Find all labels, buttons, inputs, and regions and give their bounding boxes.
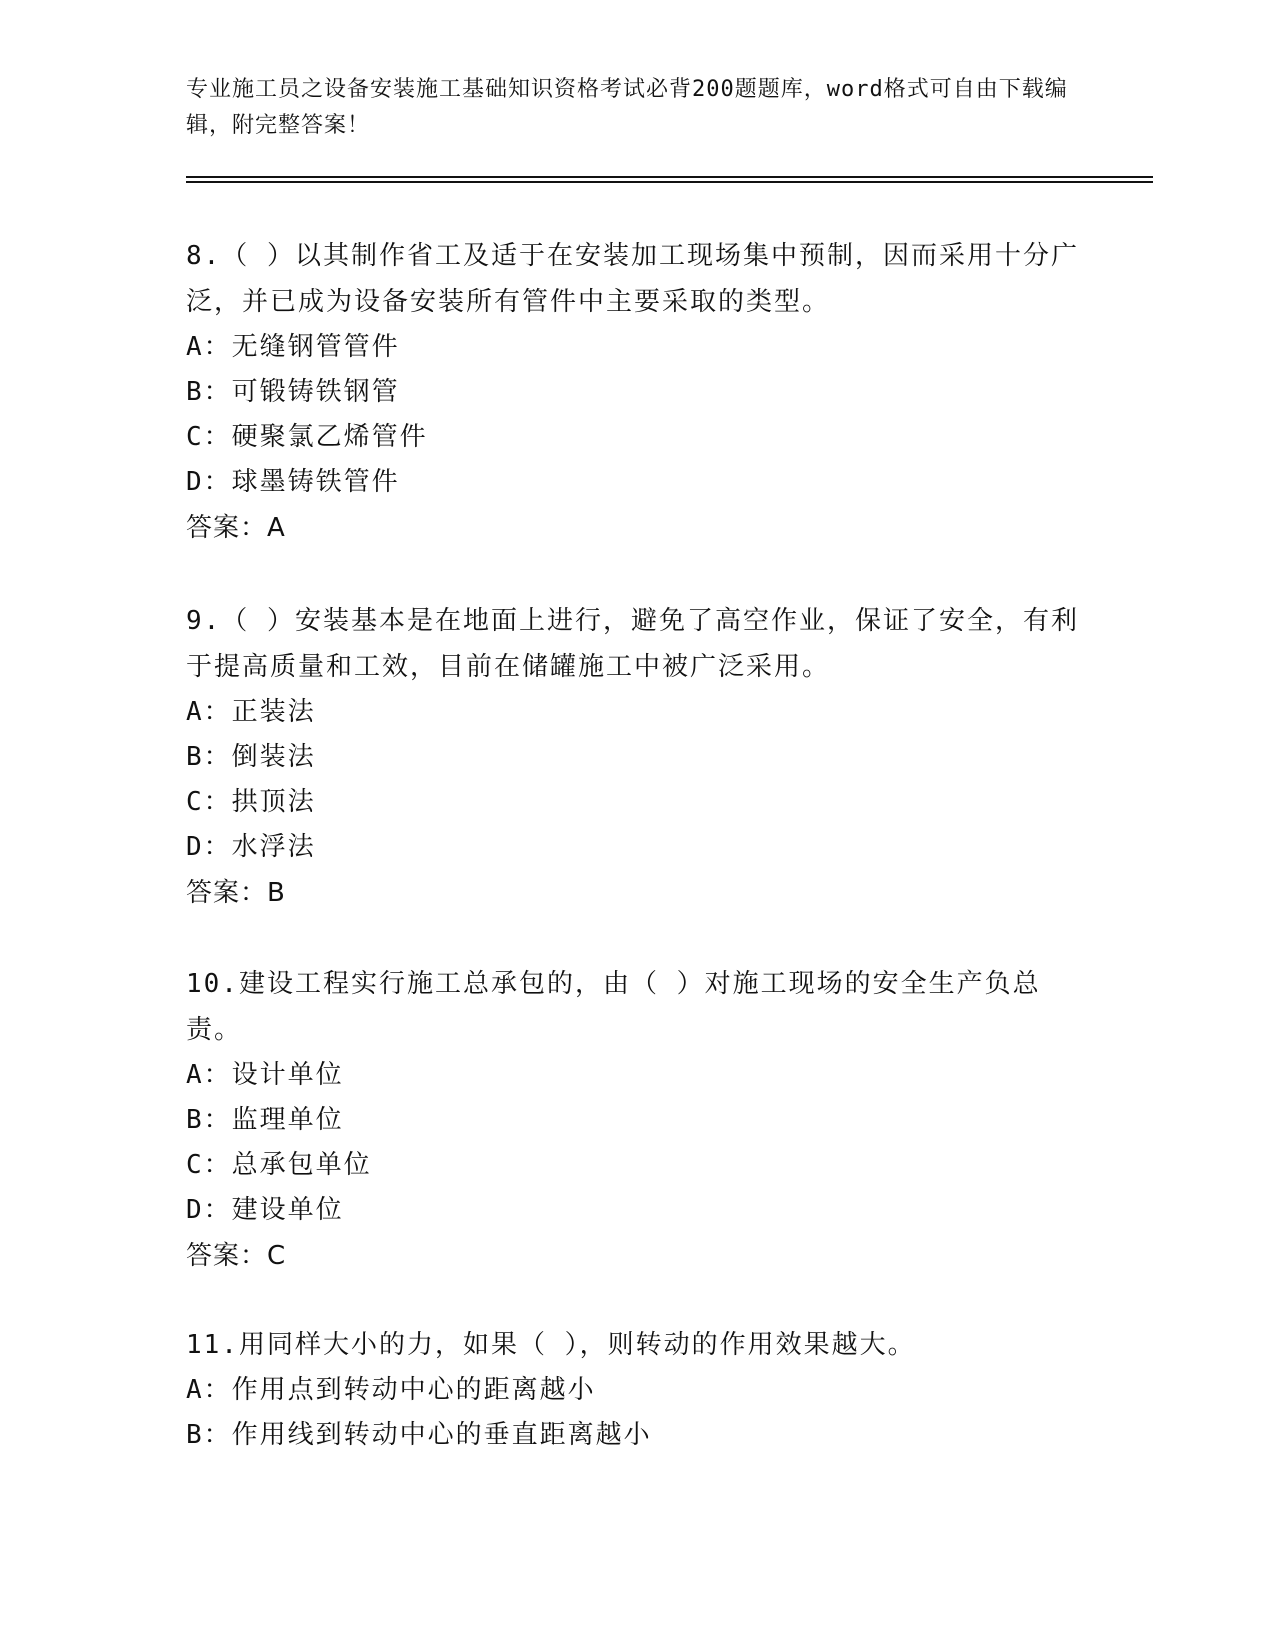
option-c: C：拱顶法 <box>186 787 316 817</box>
option-b: B：监理单位 <box>186 1105 344 1135</box>
header-divider <box>186 181 1153 183</box>
question-stem: 10.建设工程实行施工总承包的，由（ ）对施工现场的安全生产负总责。 <box>186 969 1041 1045</box>
option-a: A：作用点到转动中心的距离越小 <box>186 1375 596 1405</box>
option-d: D：建设单位 <box>186 1195 344 1225</box>
question-stem: 8.（ ）以其制作省工及适于在安装加工现场集中预制，因而采用十分广泛，并已成为设备安装所有管件中主要采取的类型。 <box>186 241 1079 317</box>
document-header <box>186 72 1086 144</box>
question-10 <box>186 961 1086 1279</box>
question-11 <box>186 1322 1086 1458</box>
option-a: A：正装法 <box>186 697 316 727</box>
header-divider <box>186 176 1153 178</box>
option-d: D：水浮法 <box>186 832 316 862</box>
option-b: B：作用线到转动中心的垂直距离越小 <box>186 1420 652 1450</box>
question-stem: 11.用同样大小的力，如果（ ），则转动的作用效果越大。 <box>186 1330 916 1360</box>
option-d: D：球墨铸铁管件 <box>186 467 400 497</box>
option-c: C：硬聚氯乙烯管件 <box>186 422 428 452</box>
header-title: 专业施工员之设备安装施工基础知识资格考试必背200题题库，word格式可自由下载编辑，附完整答案！ <box>186 77 1068 138</box>
question-9 <box>186 598 1086 916</box>
option-c: C：总承包单位 <box>186 1150 372 1180</box>
answer: 答案：C <box>186 1241 287 1271</box>
option-b: B：倒装法 <box>186 742 316 772</box>
answer: 答案：A <box>186 513 286 543</box>
option-a: A：设计单位 <box>186 1060 344 1090</box>
answer: 答案：B <box>186 878 286 908</box>
option-a: A：无缝钢管管件 <box>186 332 400 362</box>
option-b: B：可锻铸铁钢管 <box>186 377 400 407</box>
question-stem: 9.（ ）安装基本是在地面上进行，避免了高空作业，保证了安全，有利于提高质量和工效，目前在储罐施工中被广泛采用。 <box>186 606 1079 682</box>
question-8 <box>186 233 1086 551</box>
